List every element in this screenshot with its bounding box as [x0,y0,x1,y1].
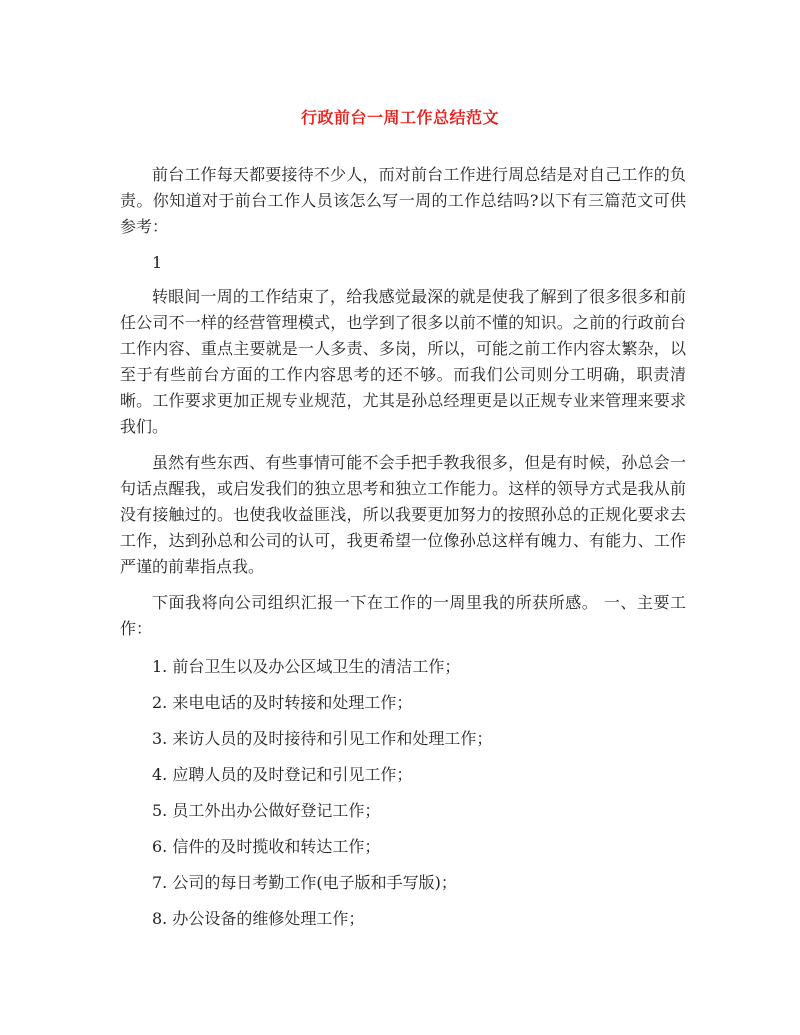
body-paragraph-1: 转眼间一周的工作结束了，给我感觉最深的就是使我了解到了很多很多和前任公司不一样的经营管理模式，也学到了很多以前不懂的知识。之前的行政前台工作内容、重点主要就是一人多责、多岗，所以，可能之前工作内容太繁杂，以至于有些前台方面的工作内容思考的还不够。而我们公司则分工明确，职责清晰。工作要求更加正规专业规范，尤其是孙总经理更是以正规专业来管理来要求我们。 [120,287,686,436]
list-item: 1. 前台卫生以及办公区域卫生的清洁工作； [152,657,461,676]
section-number: 1 [152,253,163,272]
list-item: 3. 来访人员的及时接待和引见工作和处理工作； [152,729,493,748]
list-item: 2. 来电电话的及时转接和处理工作； [152,693,413,712]
intro-paragraph: 前台工作每天都要接待不少人，而对前台工作进行周总结是对自己工作的负责。你知道对于前台工作人员该怎么写一周的工作总结吗?以下有三篇范文可供参考： [120,165,686,236]
document-title: 行政前台一周工作总结范文 [300,108,499,127]
list-item: 7. 公司的每日考勤工作(电子版和手写版)； [152,873,457,892]
list-item: 6. 信件的及时揽收和转达工作； [152,837,381,856]
list-item: 5. 员工外出办公做好登记工作； [152,801,381,820]
list-item: 8. 办公设备的维修处理工作； [152,909,365,928]
body-paragraph-3: 下面我将向公司组织汇报一下在工作的一周里我的所获所感。 一、主要工作： [120,593,686,638]
main-work-list [120,654,686,932]
list-item: 4. 应聘人员的及时登记和引见工作； [152,765,413,784]
body-paragraph-2: 虽然有些东西、有些事情可能不会手把手教我很多，但是有时候，孙总会一句话点醒我，或启发我们的独立思考和独立工作能力。这样的领导方式是我从前没有接触过的。也使我收益匪浅，所以我要更加努力的按照孙总的正规化要求去工作，达到孙总和公司的认可，我更希望一位像孙总这样有魄力、有能力、工作严谨的前辈指点我。 [120,453,686,576]
document-body [120,162,686,942]
